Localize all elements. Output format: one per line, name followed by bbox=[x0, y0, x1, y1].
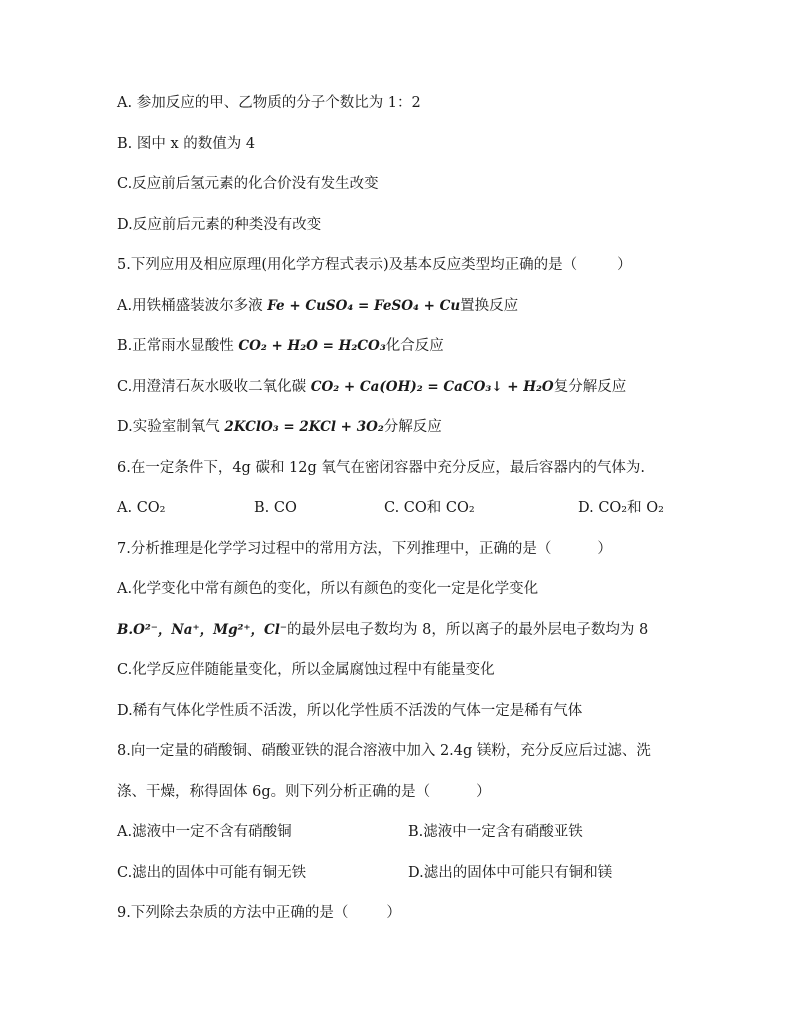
q4-option-a: A. 参加反应的甲、乙物质的分子个数比为 1：2 bbox=[117, 95, 421, 111]
question-8-close-paren: ） bbox=[476, 784, 491, 800]
question-5-stem bbox=[117, 255, 632, 275]
q5-option-b-type: 化合反应 bbox=[385, 338, 444, 354]
question-9-stem bbox=[117, 903, 401, 923]
q4-option-c: C.反应前后氢元素的化合价没有发生改变 bbox=[117, 176, 379, 192]
q8-option-a: A.滤液中一定不含有硝酸铜 bbox=[117, 824, 292, 840]
question-6-stem: 6.在一定条件下，4g 碳和 12g 氧气在密闭容器中充分反应，最后容器内的气体为. bbox=[117, 460, 646, 476]
question-8-stem-line2 bbox=[117, 782, 491, 802]
q6-option-a: A. CO₂ bbox=[117, 500, 166, 516]
q5-option-d-equation: 2KClO₃ = 2KCl + 3O₂ bbox=[224, 419, 384, 435]
question-8-text: 涤、干燥，称得固体 6g。则下列分析正确的是（ bbox=[117, 784, 431, 800]
q6-option-c: C. CO和 CO₂ bbox=[384, 500, 475, 516]
question-8-stem-line1: 8.向一定量的硝酸铜、硝酸亚铁的混合溶液中加入 2.4g 镁粉，充分反应后过滤、洗 bbox=[117, 743, 651, 759]
q4-option-b: B. 图中 x 的数值为 4 bbox=[117, 136, 256, 152]
question-5-close-paren: ） bbox=[617, 257, 632, 273]
q5-option-b bbox=[117, 336, 444, 356]
q7-option-b bbox=[117, 620, 648, 640]
q5-option-d bbox=[117, 417, 442, 437]
q6-option-b: B. CO bbox=[254, 500, 297, 516]
q5-option-b-text: B.正常雨水显酸性 bbox=[117, 338, 234, 354]
q8-option-c: C.滤出的固体中可能有铜无铁 bbox=[117, 865, 307, 881]
question-7-text: 7.分析推理是化学学习过程中的常用方法，下列推理中，正确的是（ bbox=[117, 541, 552, 557]
q5-option-a-equation: Fe + CuSO₄ = FeSO₄ + Cu bbox=[267, 298, 461, 314]
q5-option-d-type: 分解反应 bbox=[383, 419, 442, 435]
q5-option-c-text: C.用澄清石灰水吸收二氧化碳 bbox=[117, 379, 307, 395]
q7-option-c: C.化学反应伴随能量变化，所以金属腐蚀过程中有能量变化 bbox=[117, 662, 495, 678]
q5-option-a-text: A.用铁桶盛装波尔多液 bbox=[117, 298, 263, 314]
q5-option-c-type: 复分解反应 bbox=[553, 379, 627, 395]
q7-option-b-ions: B.O²⁻，Na⁺，Mg²⁺，Cl⁻ bbox=[117, 622, 288, 638]
q7-option-b-text: 的最外层电子数均为 8，所以离子的最外层电子数均为 8 bbox=[287, 622, 649, 638]
q4-option-d: D.反应前后元素的种类没有改变 bbox=[117, 217, 322, 233]
q8-option-d: D.滤出的固体中可能只有铜和镁 bbox=[408, 865, 613, 881]
q5-option-b-equation: CO₂ + H₂O = H₂CO₃ bbox=[238, 338, 386, 354]
question-5-text: 5.下列应用及相应原理(用化学方程式表示)及基本反应类型均正确的是（ bbox=[117, 257, 578, 273]
q7-option-d: D.稀有气体化学性质不活泼，所以化学性质不活泼的气体一定是稀有气体 bbox=[117, 703, 583, 719]
q5-option-c bbox=[117, 377, 626, 397]
q6-option-d: D. CO₂和 O₂ bbox=[578, 500, 664, 516]
q5-option-a bbox=[117, 296, 518, 316]
question-9-text: 9.下列除去杂质的方法中正确的是（ bbox=[117, 905, 349, 921]
q5-option-d-text: D.实验室制氧气 bbox=[117, 419, 220, 435]
q5-option-c-equation: CO₂ + Ca(OH)₂ = CaCO₃↓ + H₂O bbox=[310, 379, 554, 395]
q5-option-a-type: 置换反应 bbox=[460, 298, 519, 314]
question-9-close-paren: ） bbox=[386, 905, 401, 921]
q8-option-b: B.滤液中一定含有硝酸亚铁 bbox=[408, 824, 583, 840]
question-7-close-paren: ） bbox=[597, 541, 612, 557]
question-7-stem bbox=[117, 539, 612, 559]
q7-option-a: A.化学变化中常有颜色的变化，所以有颜色的变化一定是化学变化 bbox=[117, 581, 539, 597]
